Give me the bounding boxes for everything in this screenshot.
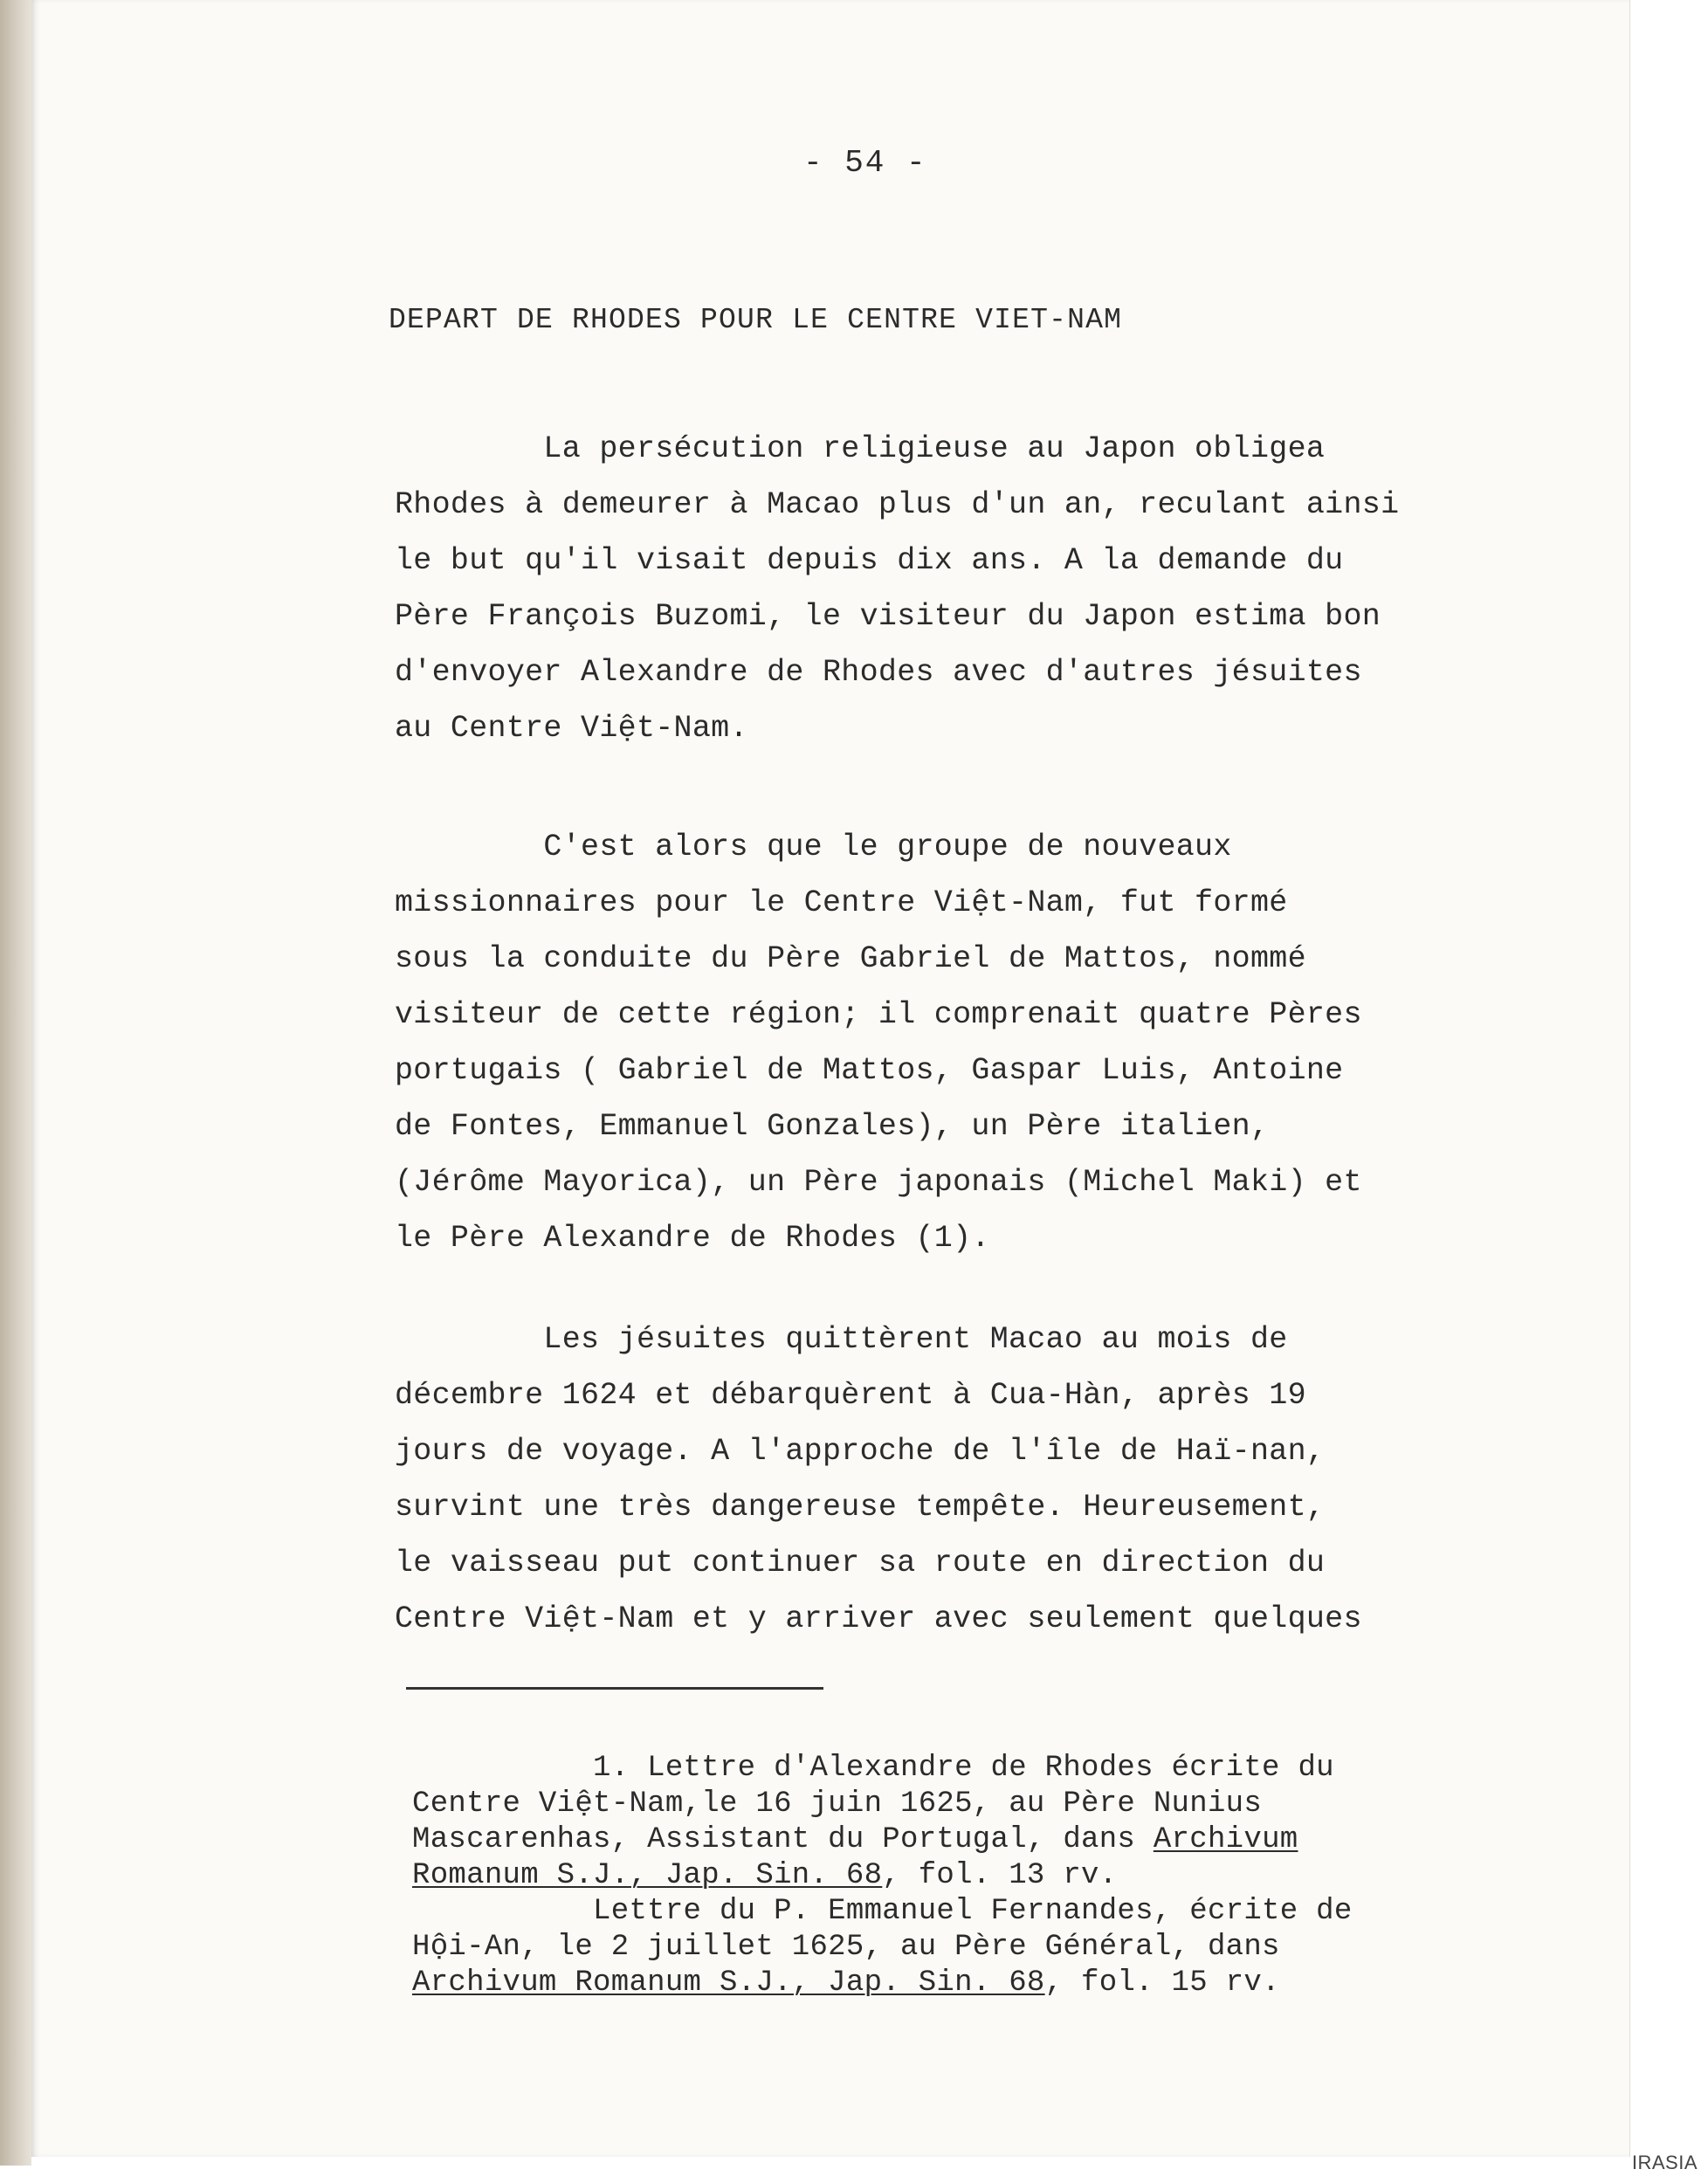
text-line: visiteur de cette région; il comprenait quatre Pères [395,997,1362,1032]
footnote-line [412,1822,1504,1858]
text-line: Centre Việt-Nam et y arriver avec seulement quelques [395,1601,1362,1636]
paragraph-3 [395,1312,1495,1647]
citation-title: Archivum [1153,1823,1298,1856]
footnote-line: Hội-An, le 2 juillet 1625, au Père Général, dans [412,1931,1280,1964]
watermark: IRASIA [1631,2152,1698,2173]
citation-title: Archivum Romanum S.J., Jap. Sin. 68 [412,1966,1045,2000]
footnote-separator [406,1687,823,1690]
text-line: jours de voyage. A l'approche de l'île de Haï-nan, [395,1434,1326,1469]
footnote-text: , fol. 13 rv. [882,1859,1118,1892]
footnote-line: Centre Việt-Nam,le 16 juin 1625, au Père Nunius [412,1787,1263,1821]
text-line: missionnaires pour le Centre Việt-Nam, fut formé [395,885,1288,920]
text-line: survint une très dangereuse tempête. Heureusement, [395,1490,1326,1525]
text-line: Les jésuites quittèrent Macao au mois de [395,1322,1288,1357]
text-line: d'envoyer Alexandre de Rhodes avec d'autres jésuites [395,655,1362,690]
book-binding-edge [0,0,31,2166]
text-line: décembre 1624 et débarquèrent à Cua-Hàn, après 19 [395,1378,1306,1413]
page-number: - 54 - [803,145,927,181]
paragraph-2 [395,819,1495,1266]
footnote-text: Mascarenhas, Assistant du Portugal, dans [412,1823,1154,1856]
footnote-line [412,1966,1504,2001]
text-line: (Jérôme Mayorica), un Père japonais (Michel Maki) et [395,1165,1362,1200]
text-line: le but qu'il visait depuis dix ans. A la demande du [395,543,1344,578]
text-line: La persécution religieuse au Japon obligea [395,431,1326,466]
section-heading: DEPART DE RHODES POUR LE CENTRE VIET-NAM [389,304,1123,336]
text-line: C'est alors que le groupe de nouveaux [395,830,1232,864]
text-line: au Centre Việt-Nam. [395,711,748,746]
text-line: Rhodes à demeurer à Macao plus d'un an, reculant ainsi [395,487,1400,522]
footnote-line [412,1858,1504,1894]
text-line: de Fontes, Emmanuel Gonzales), un Père italien, [395,1109,1270,1144]
footnote-line: Lettre du P. Emmanuel Fernandes, écrite de [412,1895,1353,1928]
text-line: le Père Alexandre de Rhodes (1). [395,1221,990,1256]
paragraph-1 [395,421,1495,756]
citation-title: Romanum S.J., Jap. Sin. 68 [412,1859,883,1892]
text-line: Père François Buzomi, le visiteur du Japon estima bon [395,599,1381,634]
footnote-text: , fol. 15 rv. [1044,1966,1280,2000]
text-line: sous la conduite du Père Gabriel de Mattos, nommé [395,941,1306,976]
text-line: portugais ( Gabriel de Mattos, Gaspar Luis, Antoine [395,1053,1344,1088]
footnote-line: 1. Lettre d'Alexandre de Rhodes écrite du [412,1752,1334,1785]
text-line: le vaisseau put continuer sa route en direction du [395,1546,1326,1580]
footnotes [412,1751,1504,2001]
